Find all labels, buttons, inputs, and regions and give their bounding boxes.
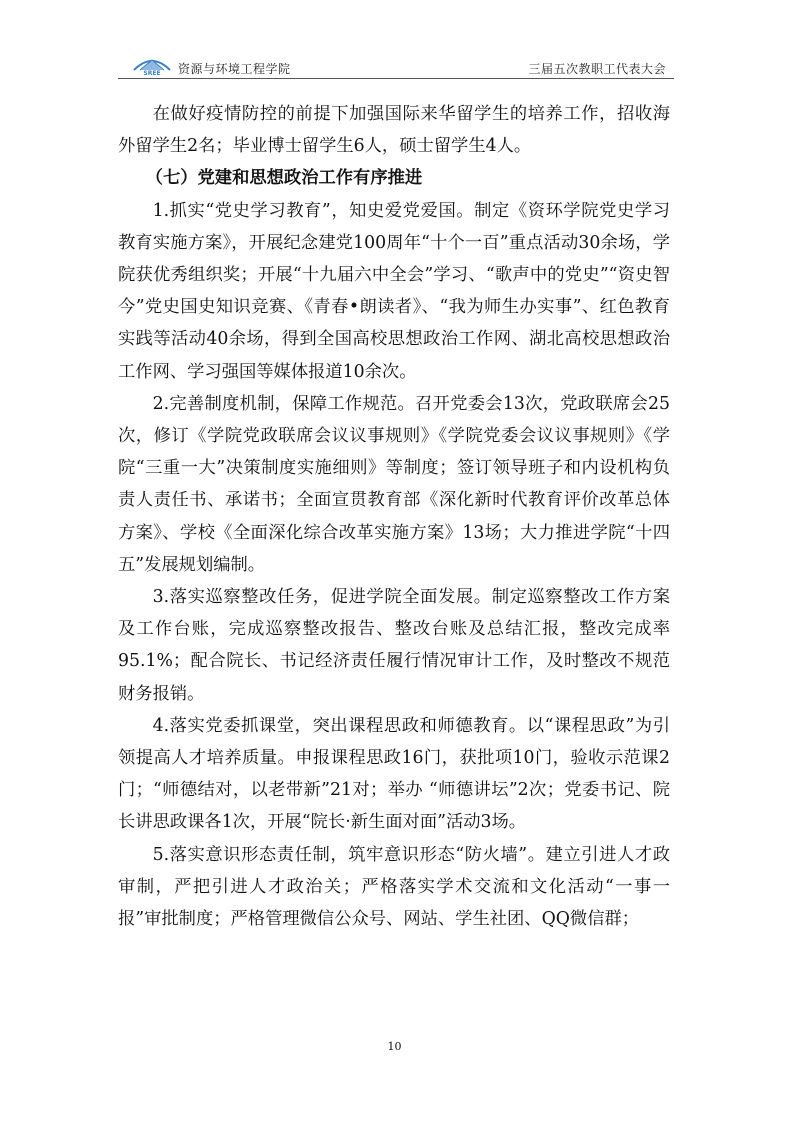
- institution-logo-icon: [130, 54, 174, 76]
- header-school-name: 资源与环境工程学院: [178, 62, 291, 76]
- header-meeting-name: 三届五次教职工代表大会: [528, 62, 666, 76]
- paragraph-item-5: 5.落实意识形态责任制，筑牢意识形态“防火墙”。建立引进人才政审制，严把引进人才政治关；严格落实学术交流和文化活动“一事一报”审批制度；严格管理微信公众号、网站、学生社团、QQ微信群；: [118, 844, 670, 930]
- section-heading: （七）党建和思想政治工作有序推进: [145, 168, 423, 189]
- page-number: 10: [387, 1040, 402, 1053]
- document-body: [118, 98, 670, 935]
- paragraph-item-3: 3.落实巡察整改任务，促进学院全面发展。制定巡察整改工作方案及工作台账，完成巡察整改报告、整改台账及总结汇报，整改完成率95.1%；配合院长、书记经济责任履行情况审计工作，及时整改不规范财务报销。: [118, 587, 670, 704]
- page-header: [118, 52, 674, 82]
- header-divider: [118, 78, 674, 79]
- paragraph-intl-students: 在做好疫情防控的前提下加强国际来华留学生的培养工作，招收海外留学生2名；毕业博士留学生6人，硕士留学生4人。: [118, 104, 670, 157]
- paragraph-item-4: 4.落实党委抓课堂，突出课程思政和师德教育。以“课程思政”为引领提高人才培养质量。申报课程思政16门，获批项10门，验收示范课2门；“师德结对，以老带新”21对；举办 “师德讲坛”2次；党委书记、院长讲思政课各1次，开展“院长·新生面对面”活动3场。: [118, 715, 670, 833]
- paragraph-item-1: 1.抓实“党史学习教育”，知史爱党爱国。制定《资环学院党史学习教育实施方案》，开展纪念建党100周年“十个一百”重点活动30余场，学院获优秀组织奖；开展“十九届六中全会”学习、“歌声中的党史”“资史智今”党史国史知识竞赛、《青春•朗读者》、“我为师生办实事”、红色教育实践等活动40余场，得到全国高校思想政治工作网、湖北高校思想政治工作网、学习强国等媒体报道10余次。: [118, 200, 670, 382]
- paragraph-item-2: 2.完善制度机制，保障工作规范。召开党委会13次，党政联席会25次，修订《学院党政联席会议议事规则》《学院党委会议议事规则》《学院“三重一大”决策制度实施细则》等制度；签订领导班子和内设机构负责人责任书、承诺书；全面宣贯教育部《深化新时代教育评价改革总体方案》、学校《全面深化综合改革实施方案》13场；大力推进学院“十四五”发展规划编制。: [118, 393, 670, 575]
- logo-text: SREE: [143, 70, 161, 76]
